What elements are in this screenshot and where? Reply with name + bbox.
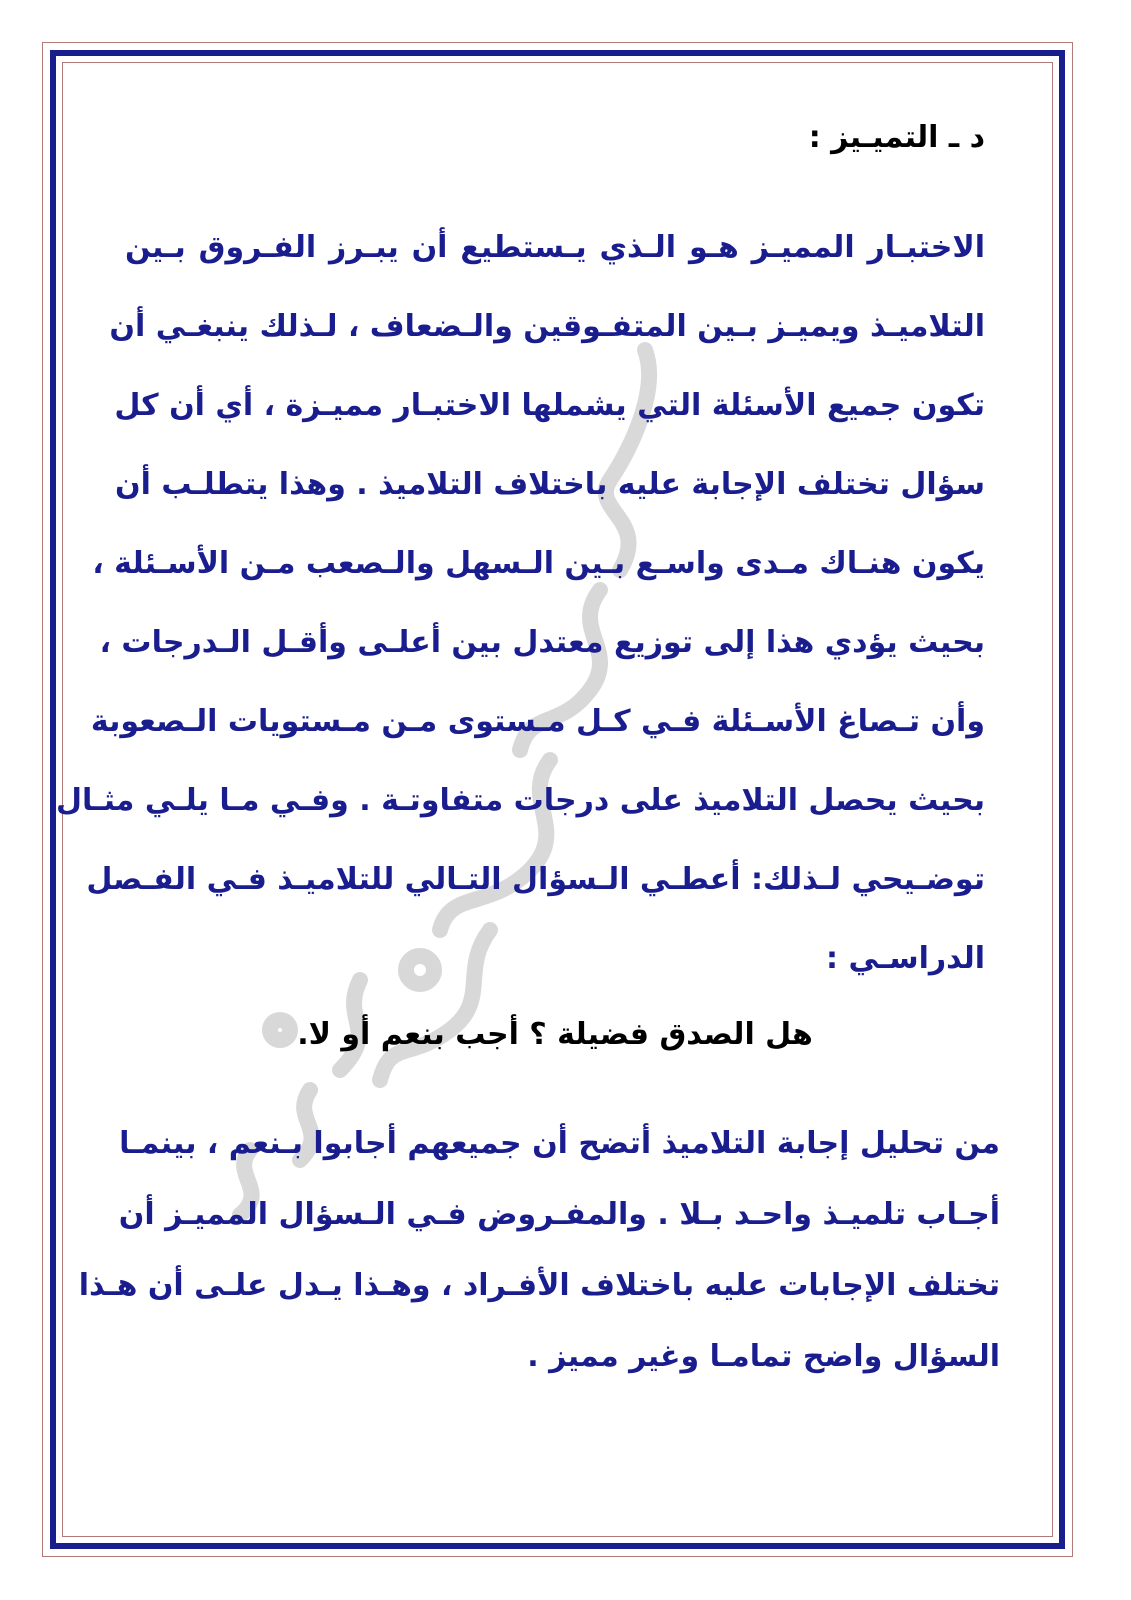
- example-question: هل الصدق فضيلة ؟ أجب بنعم أو لا.: [297, 1017, 813, 1052]
- paragraph-line: الدراسـي :: [826, 941, 985, 976]
- paragraph-line: تختلف الإجابات عليه باختلاف الأفـراد ، وهـذا يـدل علـى أن هـذا: [78, 1268, 1000, 1303]
- paragraph-line: بحيث يحصل التلاميذ على درجات متفاوتـة . وفـي مـا يلـي مثـال: [56, 783, 985, 818]
- paragraph-line: الاختبـار المميـز هـو الـذي يـستطيع أن يبـرز الفـروق بـين: [125, 230, 985, 265]
- paragraph-line: التلاميـذ ويميـز بـين المتفـوقين والـضعاف ، لـذلك ينبغـي أن: [109, 309, 985, 344]
- paragraph-line: وأن تـصاغ الأسـئلة فـي كـل مـستوى مـن مـستويات الـصعوبة: [90, 704, 985, 739]
- main-text-block: [56, 108, 985, 998]
- paragraph-line: من تحليل إجابة التلاميذ أتضح أن جميعهم أجابوا بـنعم ، بينمـا: [119, 1126, 1000, 1161]
- paragraph-1: [56, 208, 985, 998]
- paragraph-line: بحيث يؤدي هذا إلى توزيع معتدل بين أعلـى وأقـل الـدرجات ،: [99, 625, 985, 660]
- paragraph-2: [78, 1108, 1000, 1392]
- paragraph-line: أجـاب تلميـذ واحـد بـلا . والمفـروض فـي الـسؤال المميـز أن: [118, 1197, 1000, 1232]
- paragraph-line: يكون هنـاك مـدى واسـع بـين الـسهل والـصعب مـن الأسـئلة ،: [92, 546, 985, 581]
- paragraph-line: تكون جميع الأسئلة التي يشملها الاختبـار مميـزة ، أي أن كل: [114, 388, 985, 423]
- section-heading: د ـ التميـيز :: [808, 120, 985, 155]
- paragraph-line: توضـيحي لـذلك: أعطـي الـسؤال التـالي للتلاميـذ فـي الفـصل: [86, 862, 985, 897]
- paragraph-line: السؤال واضح تمامـا وغير مميز .: [527, 1339, 1000, 1374]
- paragraph-line: سؤال تختلف الإجابة عليه باختلاف التلاميذ . وهذا يتطلـب أن: [115, 467, 985, 502]
